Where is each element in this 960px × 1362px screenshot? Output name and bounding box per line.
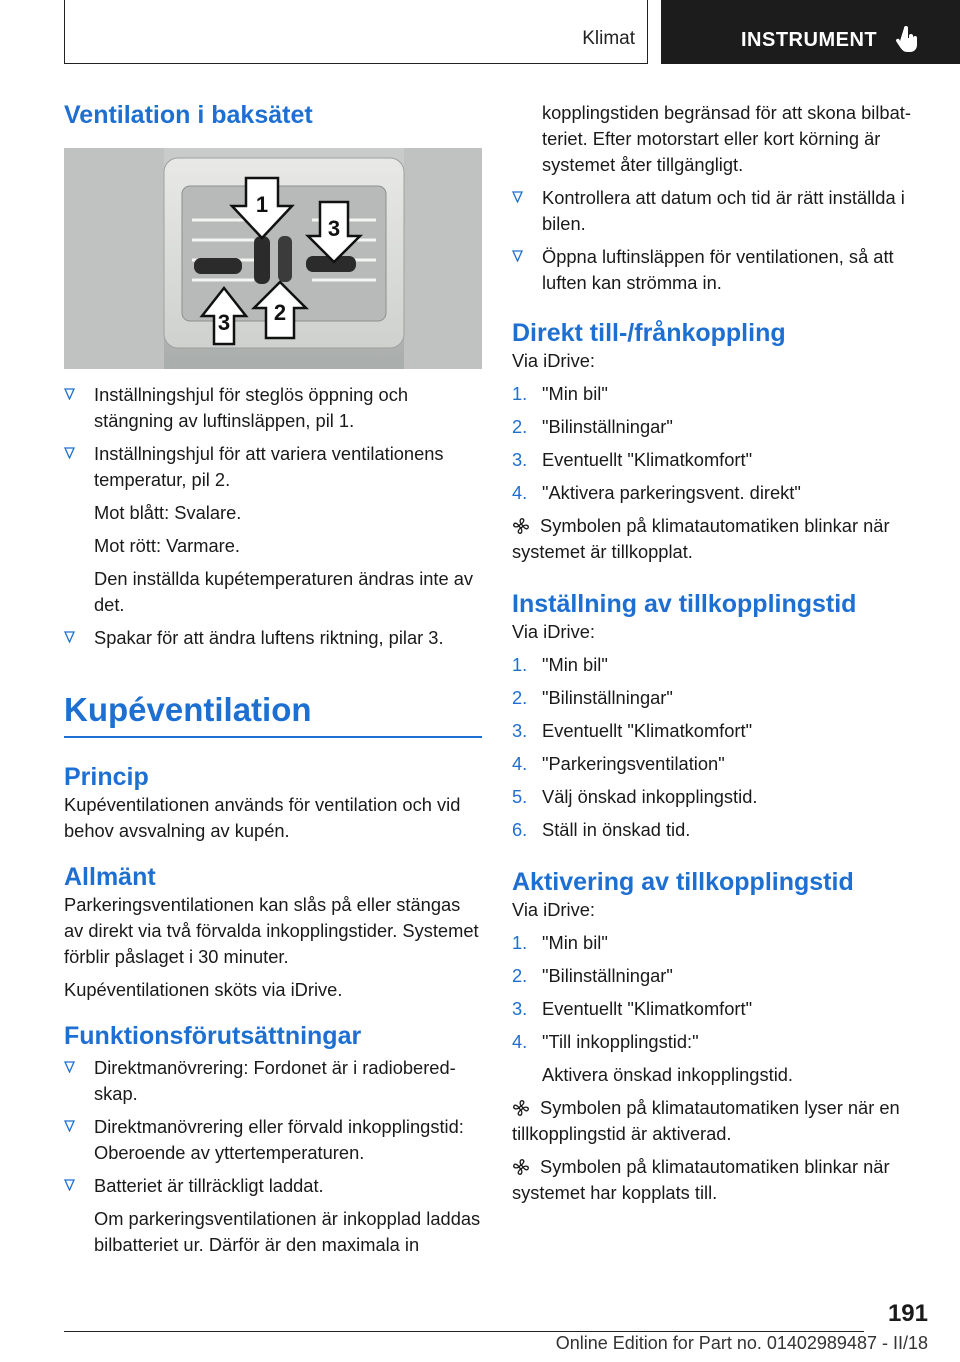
bullet-triangle-icon bbox=[64, 1179, 75, 1191]
figure-label: 3 bbox=[217, 310, 231, 335]
fan-icon bbox=[512, 517, 530, 535]
indented-text: Aktivera önskad inkopplingstid. bbox=[542, 1064, 794, 1085]
indented-text: Mot rött: Varmare. bbox=[94, 535, 240, 556]
list-item: 4. "Aktivera parkeringsvent. direkt" bbox=[512, 482, 801, 503]
general-text: Parkeringsventilationen kan slås på eller stängas av direkt via två förvalda inkopplingstider. Systemet förblir påslaget i 30 minuter. bbox=[64, 894, 479, 967]
list-item: Batteriet är tillräckligt laddat. bbox=[64, 1173, 482, 1199]
list-item: Öppna luftinsläppen för ventilationen, så att luften kan strömma in. bbox=[512, 244, 930, 296]
bullet-triangle-icon bbox=[64, 447, 75, 459]
figure-label: 1 bbox=[255, 192, 269, 217]
bullet-triangle-icon bbox=[64, 1061, 75, 1073]
direct-toggle-heading: Direkt till-/frånkoppling bbox=[512, 319, 786, 347]
footer-rule bbox=[64, 1331, 864, 1332]
rear-ventilation-heading: Ventilation i baksätet bbox=[64, 101, 313, 129]
list-item: 3. Eventuellt "Klimatkomfort" bbox=[512, 720, 753, 741]
figure-label: 3 bbox=[327, 216, 341, 241]
principle-text: Kupéventilationen används för ventilation och vid behov avsvalning av kupén. bbox=[64, 794, 461, 841]
header-section-box bbox=[64, 0, 648, 64]
requirements-heading: Funktionsförutsättningar bbox=[64, 1022, 362, 1050]
bullet-triangle-icon bbox=[512, 191, 523, 203]
list-item: 2. "Bilinställningar" bbox=[512, 416, 673, 437]
left-column bbox=[64, 100, 482, 1258]
cabin-ventilation-heading: Kupéventilation bbox=[64, 691, 312, 728]
bullet-triangle-icon bbox=[512, 250, 523, 262]
list-item: Inställningshjul för steglös öppning och stängning av luftinsläppen, pil 1. bbox=[64, 382, 482, 434]
indented-text: Om parkeringsventilationen är inkopplad laddas bilbatteriet ur. Därför är den maximala in bbox=[94, 1208, 481, 1255]
indented-text: Mot blått: Svalare. bbox=[94, 502, 242, 523]
header-section-label: Klimat bbox=[582, 28, 635, 49]
activate-time-heading: Aktivering av tillkopplingstid bbox=[512, 868, 854, 896]
list-item: Direktmanövrering: Fordonet är i radioberedskap. bbox=[64, 1055, 482, 1107]
principle-heading: Princip bbox=[64, 763, 149, 791]
list-item: 2. "Bilinställningar" bbox=[512, 965, 673, 986]
list-item: 4. "Parkeringsventilation" bbox=[512, 753, 725, 774]
figure-label: 2 bbox=[273, 300, 287, 325]
bullet-triangle-icon bbox=[64, 388, 75, 400]
general-heading: Allmänt bbox=[64, 863, 156, 891]
symbol-note: Symbolen på klimatautomatiken blinkar när systemet är tillkopplat. bbox=[512, 515, 890, 562]
via-idrive-text: Via iDrive: bbox=[512, 899, 595, 920]
rear-vent-photo bbox=[64, 148, 482, 369]
indented-text: kopplingstiden begränsad för att skona bilbatteriet. Efter motorstart eller kort körning är systemet åter tillgängligt. bbox=[542, 102, 911, 175]
list-item: Direktmanövrering eller förvald inkopplingstid: Oberoende av yttertemperaturen. bbox=[64, 1114, 482, 1166]
bullet-triangle-icon bbox=[64, 1120, 75, 1132]
via-idrive-text: Via iDrive: bbox=[512, 621, 595, 642]
header-chapter-label: INSTRUMENT bbox=[741, 29, 878, 51]
symbol-note: Symbolen på klimatautomatiken blinkar när systemet har kopplats till. bbox=[512, 1156, 890, 1203]
list-item: Kontrollera att datum och tid är rätt inställda i bilen. bbox=[512, 185, 930, 237]
hand-pointer-icon bbox=[895, 26, 919, 59]
right-column bbox=[512, 100, 930, 1206]
bullet-triangle-icon bbox=[64, 631, 75, 643]
via-idrive-text: Via iDrive: bbox=[512, 350, 595, 371]
footer-edition: Online Edition for Part no. 01402989487 - II/18 bbox=[555, 1333, 928, 1353]
set-time-heading: Inställning av tillkopplingstid bbox=[512, 590, 857, 618]
list-item: Spakar för att ändra luftens riktning, pilar 3. bbox=[64, 625, 482, 651]
list-item: 2. "Bilinställningar" bbox=[512, 687, 673, 708]
general-text: Kupéventilationen sköts via iDrive. bbox=[64, 979, 343, 1000]
indented-text: Den inställda kupétemperaturen ändras inte av det. bbox=[94, 568, 474, 615]
list-item: 1. "Min bil" bbox=[512, 654, 608, 675]
list-item: 5. Välj önskad inkopplingstid. bbox=[512, 786, 758, 807]
header-chapter-tab bbox=[661, 0, 960, 64]
fan-icon bbox=[512, 1099, 530, 1117]
list-item: 3. Eventuellt "Klimatkomfort" bbox=[512, 998, 753, 1019]
list-item: 6. Ställ in önskad tid. bbox=[512, 819, 691, 840]
list-item: 1. "Min bil" bbox=[512, 932, 608, 953]
symbol-note: Symbolen på klimatautomatiken lyser när en tillkopplingstid är aktiverad. bbox=[512, 1097, 900, 1144]
list-item: 4. "Till inkopplingstid:" bbox=[512, 1031, 699, 1052]
list-item: 3. Eventuellt "Klimatkomfort" bbox=[512, 449, 753, 470]
page-number: 191 bbox=[887, 1300, 928, 1327]
fan-icon bbox=[512, 1158, 530, 1176]
list-item: Inställningshjul för att variera ventilationens temperatur, pil 2. bbox=[64, 441, 482, 493]
list-item: 1. "Min bil" bbox=[512, 383, 608, 404]
